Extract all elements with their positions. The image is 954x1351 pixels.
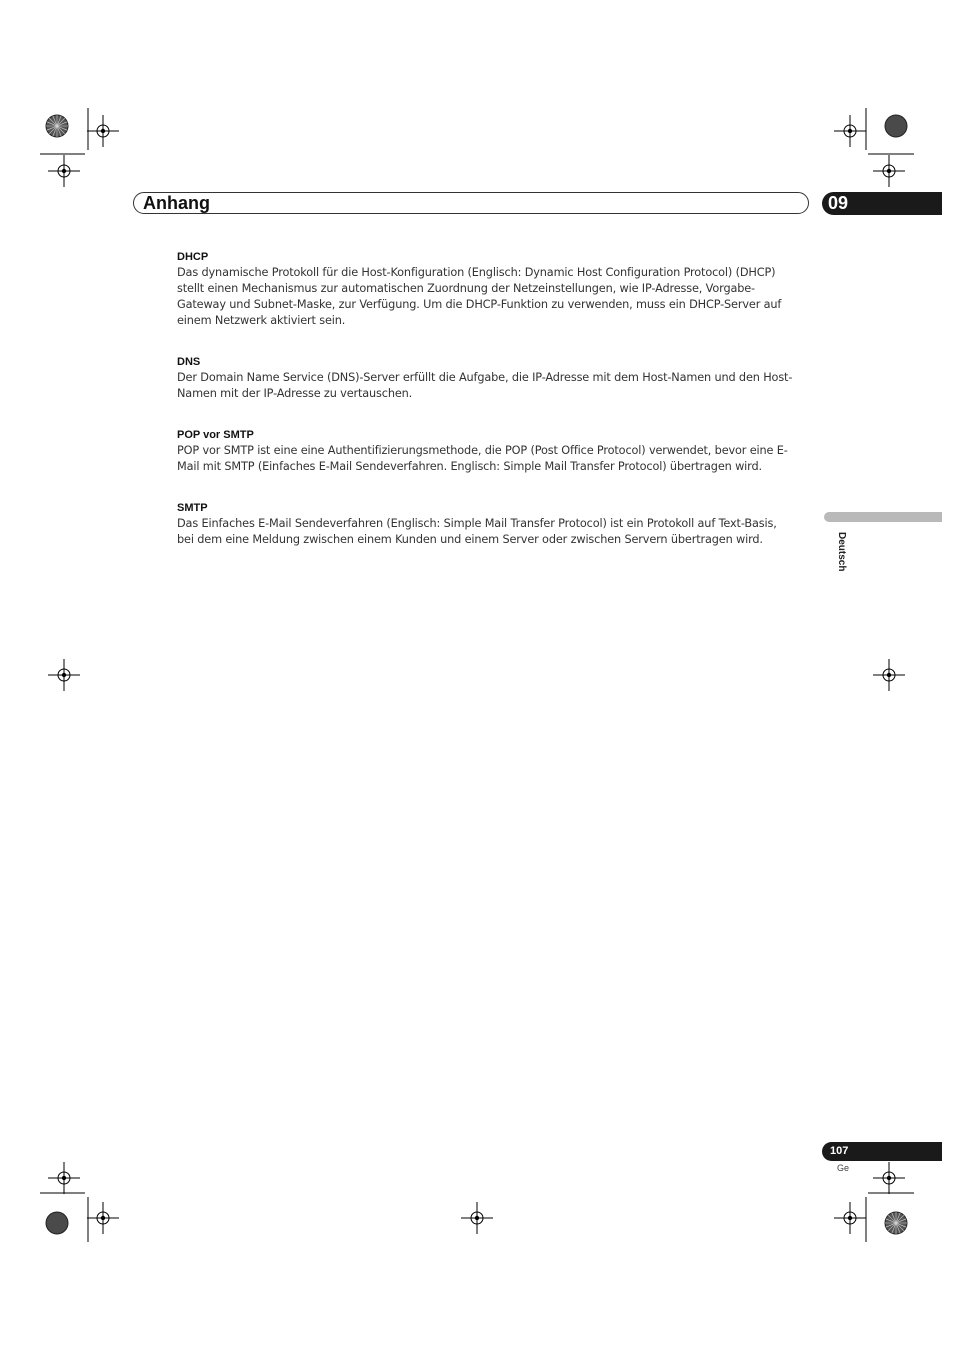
section-title: Anhang xyxy=(143,193,210,213)
definition-line: Das Einfaches E-Mail Sendeverfahren (Englisch: Simple Mail Transfer Protocol) ist ein Protokoll auf Text-Basis, xyxy=(177,517,777,530)
glossary-term: DHCP xyxy=(177,251,209,263)
definition-line: einem Netzwerk aktiviert sein. xyxy=(177,314,346,327)
glossary-entry-pop-vor-smtp xyxy=(177,427,817,475)
definition-line: bei dem eine Meldung zwischen einem Kunden und einem Server oder zwischen Servern übertragen wird. xyxy=(177,533,763,546)
glossary-entry-dhcp xyxy=(177,249,817,329)
glossary-definition xyxy=(177,265,817,329)
glossary-term: SMTP xyxy=(177,502,208,514)
definition-line: stellt einen Mechanismus zur automatischen Zuordnung der Netzeinstellungen, wie IP-Adresse, Vorgabe- xyxy=(177,282,755,295)
glossary-entry-smtp xyxy=(177,500,817,548)
glossary-definition xyxy=(177,443,817,475)
definition-line: Das dynamische Protokoll für die Host-Konfiguration (Englisch: Dynamic Host Configuration Protocol) (DHCP) xyxy=(177,266,776,279)
language-tab xyxy=(824,512,942,522)
language-tab-label: Deutsch xyxy=(836,532,847,572)
definition-line: Der Domain Name Service (DNS)-Server erfüllt die Aufgabe, die IP-Adresse mit dem Host-Namen und den Host- xyxy=(177,371,793,384)
section-header-bar xyxy=(133,192,809,214)
glossary-definition xyxy=(177,370,817,402)
glossary-content xyxy=(177,249,817,570)
glossary-definition xyxy=(177,516,817,548)
chapter-number: 09 xyxy=(828,193,849,213)
glossary-term: DNS xyxy=(177,356,201,368)
definition-line: Namen mit der IP-Adresse zu vertauschen. xyxy=(177,387,413,400)
definition-line: Gateway und Subnet-Maske, zur Verfügung. Um die DHCP-Funktion zu verwenden, muss ein DHCP-Server auf xyxy=(177,298,782,311)
definition-line: Mail mit SMTP (Einfaches E-Mail Sendeverfahren. Englisch: Simple Mail Transfer Protocol) übertragen wird. xyxy=(177,460,762,473)
glossary-term: POP vor SMTP xyxy=(177,429,254,441)
page-number: 107 xyxy=(830,1145,849,1157)
glossary-entry-dns xyxy=(177,354,817,402)
page-language-code: Ge xyxy=(837,1163,850,1173)
definition-line: POP vor SMTP ist eine eine Authentifizierungsmethode, die POP (Post Office Protocol) verwendet, bevor eine E- xyxy=(177,444,788,457)
